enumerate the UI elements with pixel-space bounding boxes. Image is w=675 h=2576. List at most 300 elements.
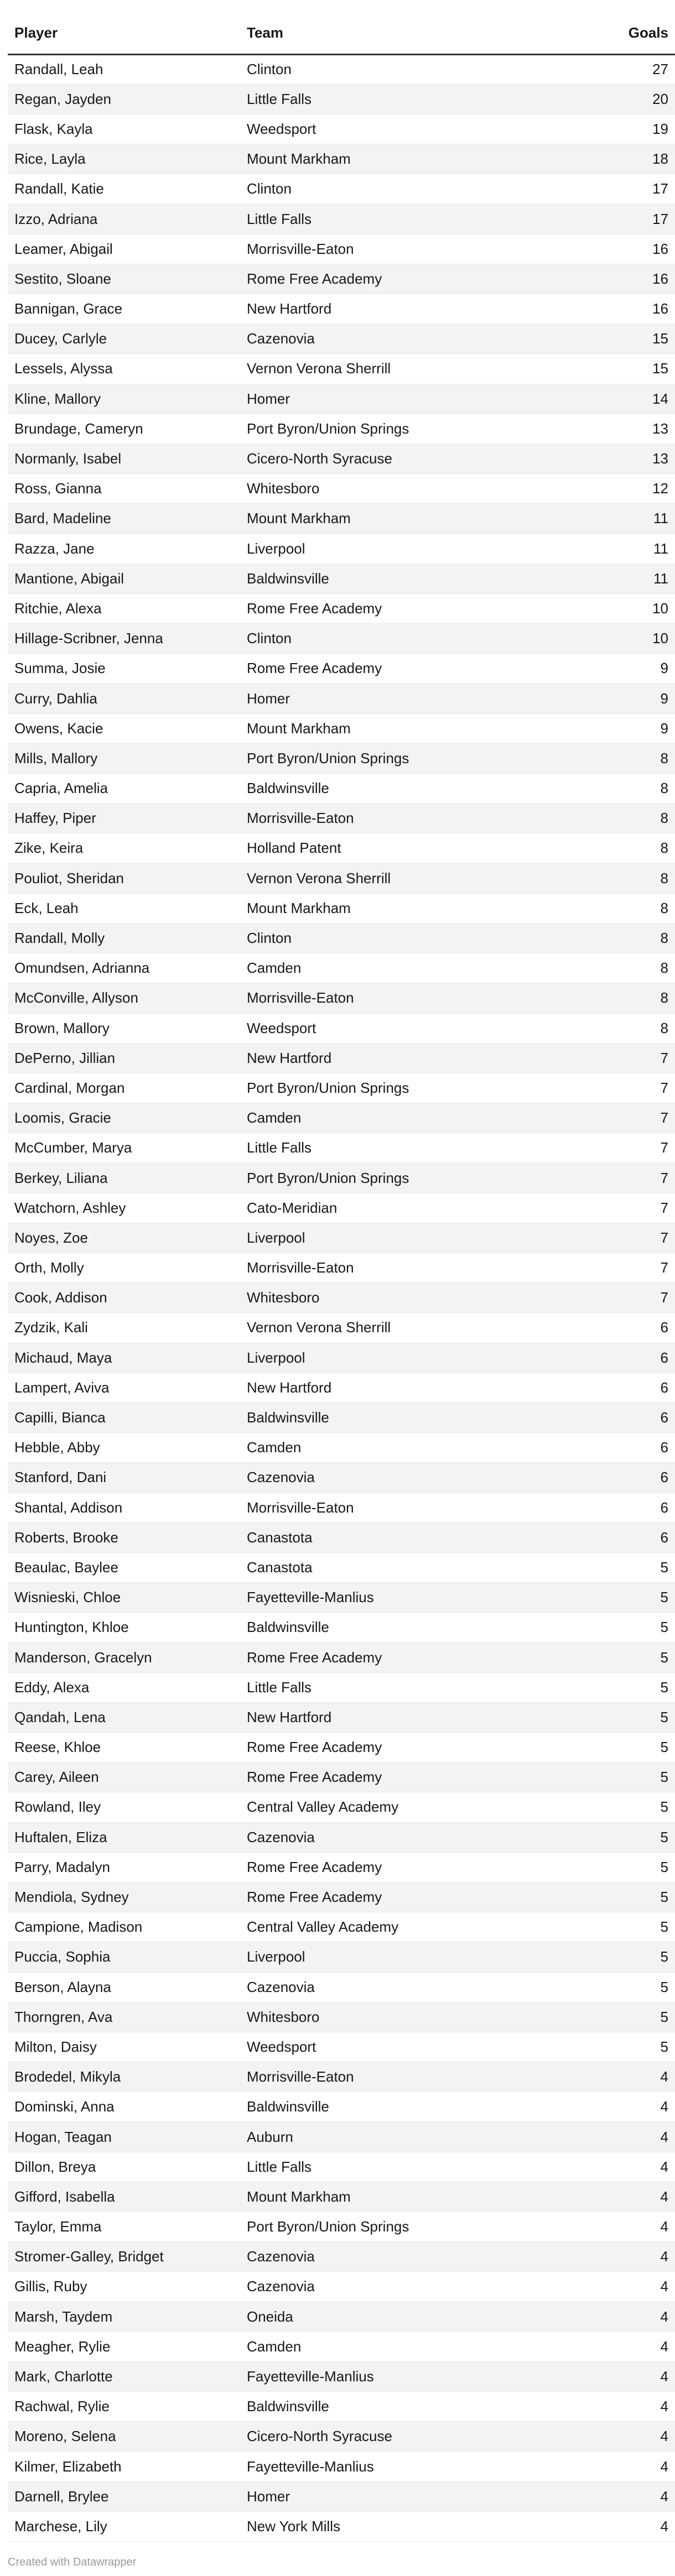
goals-cell: 11: [548, 564, 675, 593]
goals-cell: 4: [548, 2272, 675, 2302]
goals-cell: 8: [548, 893, 675, 923]
table-row: [8, 2242, 675, 2272]
team-cell: Cato-Meridian: [240, 1193, 548, 1223]
team-cell: Clinton: [240, 923, 548, 953]
player-cell: Curry, Dahlia: [8, 684, 240, 713]
player-cell: DePerno, Jillian: [8, 1043, 240, 1073]
player-cell: Randall, Leah: [8, 54, 240, 84]
header-row: [8, 12, 675, 54]
goals-cell: 4: [548, 2452, 675, 2481]
team-cell: Camden: [240, 953, 548, 983]
player-cell: Marsh, Taydem: [8, 2302, 240, 2332]
team-cell: Weedsport: [240, 1013, 548, 1043]
player-cell: Campione, Madison: [8, 1912, 240, 1942]
team-cell: Clinton: [240, 54, 548, 84]
team-cell: Baldwinsville: [240, 774, 548, 804]
column-header-goals[interactable]: Goals: [548, 12, 675, 54]
player-cell: McConville, Allyson: [8, 983, 240, 1013]
team-cell: Rome Free Academy: [240, 1762, 548, 1792]
player-cell: Moreno, Selena: [8, 2422, 240, 2452]
team-cell: Clinton: [240, 174, 548, 204]
team-cell: Port Byron/Union Springs: [240, 414, 548, 444]
goals-cell: 7: [548, 1253, 675, 1283]
player-cell: Wisnieski, Chloe: [8, 1583, 240, 1613]
goals-cell: 5: [548, 1762, 675, 1792]
team-cell: Rome Free Academy: [240, 654, 548, 684]
goals-cell: 5: [548, 1882, 675, 1912]
team-cell: Morrisville-Eaton: [240, 804, 548, 833]
team-cell: New Hartford: [240, 1043, 548, 1073]
player-cell: Huftalen, Eliza: [8, 1822, 240, 1852]
goals-cell: 8: [548, 743, 675, 773]
team-cell: Oneida: [240, 2302, 548, 2332]
goals-cell: 13: [548, 444, 675, 473]
goals-cell: 16: [548, 264, 675, 294]
player-cell: Bard, Madeline: [8, 504, 240, 534]
team-cell: Mount Markham: [240, 2182, 548, 2212]
player-cell: Ross, Gianna: [8, 474, 240, 504]
goals-cell: 14: [548, 384, 675, 414]
player-cell: Brundage, Cameryn: [8, 414, 240, 444]
goals-cell: 5: [548, 1942, 675, 1972]
player-cell: Beaulac, Baylee: [8, 1552, 240, 1582]
goals-cell: 8: [548, 923, 675, 953]
table-row: [8, 384, 675, 414]
goals-cell: 10: [548, 593, 675, 623]
player-cell: Thorngren, Ava: [8, 2002, 240, 2032]
player-cell: Rice, Layla: [8, 144, 240, 174]
team-cell: Whitesboro: [240, 2002, 548, 2032]
goals-cell: 5: [548, 1672, 675, 1702]
player-cell: Izzo, Adriana: [8, 204, 240, 234]
column-header-team[interactable]: Team: [240, 12, 548, 54]
goals-cell: 27: [548, 54, 675, 84]
goals-cell: 7: [548, 1193, 675, 1223]
table-row: [8, 354, 675, 384]
team-cell: Cazenovia: [240, 2272, 548, 2302]
goals-cell: 5: [548, 1792, 675, 1822]
team-cell: Canastota: [240, 1552, 548, 1582]
player-cell: Kline, Mallory: [8, 384, 240, 414]
team-cell: Homer: [240, 684, 548, 713]
team-cell: Vernon Verona Sherrill: [240, 354, 548, 384]
goals-cell: 20: [548, 84, 675, 114]
table-row: [8, 1223, 675, 1253]
player-cell: Berkey, Liliana: [8, 1163, 240, 1193]
player-cell: Taylor, Emma: [8, 2212, 240, 2242]
player-cell: Bannigan, Grace: [8, 294, 240, 324]
player-cell: Lampert, Aviva: [8, 1373, 240, 1402]
team-cell: Rome Free Academy: [240, 1733, 548, 1762]
table-row: [8, 414, 675, 444]
table-row: [8, 863, 675, 893]
goals-cell: 5: [548, 1613, 675, 1642]
goals-cell: 7: [548, 1283, 675, 1313]
table-row: [8, 684, 675, 713]
goals-cell: 4: [548, 2212, 675, 2242]
table-row: [8, 1733, 675, 1762]
table-row: [8, 2032, 675, 2062]
table-row: [8, 564, 675, 593]
table-row: [8, 234, 675, 264]
table-row: [8, 1313, 675, 1343]
player-cell: Randall, Molly: [8, 923, 240, 953]
table-row: [8, 983, 675, 1013]
goals-cell: 8: [548, 863, 675, 893]
team-cell: Morrisville-Eaton: [240, 234, 548, 264]
goals-cell: 7: [548, 1133, 675, 1163]
table-row: [8, 264, 675, 294]
team-cell: Port Byron/Union Springs: [240, 2212, 548, 2242]
team-cell: New Hartford: [240, 1702, 548, 1732]
player-cell: Zydzik, Kali: [8, 1313, 240, 1343]
team-cell: Rome Free Academy: [240, 1852, 548, 1882]
player-cell: Reese, Khloe: [8, 1733, 240, 1762]
player-cell: Noyes, Zoe: [8, 1223, 240, 1253]
player-cell: Capilli, Bianca: [8, 1402, 240, 1432]
player-cell: Leamer, Abigail: [8, 234, 240, 264]
table-row: [8, 1193, 675, 1223]
table-row: [8, 444, 675, 473]
team-cell: Little Falls: [240, 2152, 548, 2182]
table-row: [8, 2062, 675, 2092]
table-row: [8, 713, 675, 743]
team-cell: Little Falls: [240, 1133, 548, 1163]
goals-cell: 17: [548, 204, 675, 234]
table-row: [8, 593, 675, 623]
goals-cell: 4: [548, 2062, 675, 2092]
goals-cell: 11: [548, 534, 675, 564]
player-cell: Summa, Josie: [8, 654, 240, 684]
goals-cell: 8: [548, 983, 675, 1013]
team-cell: Morrisville-Eaton: [240, 1493, 548, 1522]
player-cell: Owens, Kacie: [8, 713, 240, 743]
goals-cell: 7: [548, 1163, 675, 1193]
team-cell: Mount Markham: [240, 144, 548, 174]
goals-cell: 6: [548, 1493, 675, 1522]
table-row: [8, 923, 675, 953]
team-cell: Baldwinsville: [240, 1613, 548, 1642]
table-row: [8, 2002, 675, 2032]
player-cell: Cardinal, Morgan: [8, 1073, 240, 1103]
goals-cell: 7: [548, 1223, 675, 1253]
table-row: [8, 654, 675, 684]
table-row: [8, 204, 675, 234]
goals-cell: 4: [548, 2092, 675, 2122]
player-cell: Gillis, Ruby: [8, 2272, 240, 2302]
team-cell: Mount Markham: [240, 893, 548, 923]
player-cell: Ritchie, Alexa: [8, 593, 240, 623]
player-cell: Darnell, Brylee: [8, 2481, 240, 2511]
player-cell: Manderson, Gracelyn: [8, 1642, 240, 1672]
team-cell: Rome Free Academy: [240, 1882, 548, 1912]
goals-cell: 18: [548, 144, 675, 174]
player-cell: Rachwal, Rylie: [8, 2392, 240, 2422]
table-row: [8, 534, 675, 564]
player-cell: Pouliot, Sheridan: [8, 863, 240, 893]
table-row: [8, 324, 675, 354]
table-row: [8, 1552, 675, 1582]
team-cell: Liverpool: [240, 534, 548, 564]
table-row: [8, 804, 675, 833]
table-row: [8, 144, 675, 174]
goals-cell: 5: [548, 1642, 675, 1672]
team-cell: Baldwinsville: [240, 564, 548, 593]
team-cell: Clinton: [240, 624, 548, 654]
team-cell: Weedsport: [240, 2032, 548, 2062]
table-row: [8, 1583, 675, 1613]
player-cell: Carey, Aileen: [8, 1762, 240, 1792]
team-cell: Vernon Verona Sherrill: [240, 1313, 548, 1343]
table-row: [8, 743, 675, 773]
player-cell: Marchese, Lily: [8, 2511, 240, 2541]
team-cell: Camden: [240, 2332, 548, 2361]
table-row: [8, 1433, 675, 1463]
table-row: [8, 1912, 675, 1942]
goals-cell: 6: [548, 1522, 675, 1552]
player-cell: Stanford, Dani: [8, 1463, 240, 1493]
goals-cell: 8: [548, 804, 675, 833]
team-cell: Fayetteville-Manlius: [240, 2452, 548, 2481]
goals-cell: 13: [548, 414, 675, 444]
player-cell: Dominski, Anna: [8, 2092, 240, 2122]
goals-cell: 6: [548, 1343, 675, 1373]
team-cell: New York Mills: [240, 2511, 548, 2541]
goals-cell: 4: [548, 2511, 675, 2541]
team-cell: Rome Free Academy: [240, 1642, 548, 1672]
table-row: [8, 174, 675, 204]
team-cell: Port Byron/Union Springs: [240, 1073, 548, 1103]
team-cell: Central Valley Academy: [240, 1912, 548, 1942]
team-cell: Baldwinsville: [240, 2092, 548, 2122]
table-container: [8, 12, 675, 2542]
player-cell: Meagher, Rylie: [8, 2332, 240, 2361]
goals-cell: 6: [548, 1373, 675, 1402]
team-cell: Whitesboro: [240, 1283, 548, 1313]
goals-cell: 6: [548, 1463, 675, 1493]
team-cell: Camden: [240, 1103, 548, 1133]
table-row: [8, 1613, 675, 1642]
team-cell: Canastota: [240, 1522, 548, 1552]
team-cell: New Hartford: [240, 1373, 548, 1402]
table-row: [8, 1642, 675, 1672]
table-row: [8, 2511, 675, 2541]
player-cell: Brodedel, Mikyla: [8, 2062, 240, 2092]
goals-cell: 5: [548, 2032, 675, 2062]
player-cell: Parry, Madalyn: [8, 1852, 240, 1882]
goals-cell: 5: [548, 2002, 675, 2032]
player-cell: Normanly, Isabel: [8, 444, 240, 473]
team-cell: Little Falls: [240, 84, 548, 114]
team-cell: Little Falls: [240, 1672, 548, 1702]
goals-cell: 6: [548, 1313, 675, 1343]
team-cell: Cicero-North Syracuse: [240, 444, 548, 473]
table-row: [8, 1253, 675, 1283]
player-cell: Berson, Alayna: [8, 1972, 240, 2002]
table-row: [8, 1493, 675, 1522]
player-cell: Mark, Charlotte: [8, 2361, 240, 2391]
table-row: [8, 2422, 675, 2452]
player-cell: Lessels, Alyssa: [8, 354, 240, 384]
goals-cell: 15: [548, 354, 675, 384]
player-cell: Omundsen, Adrianna: [8, 953, 240, 983]
table-row: [8, 774, 675, 804]
goals-cell: 8: [548, 1013, 675, 1043]
table-row: [8, 1283, 675, 1313]
goals-cell: 4: [548, 2392, 675, 2422]
table-row: [8, 1402, 675, 1432]
table-row: [8, 1882, 675, 1912]
goals-cell: 5: [548, 1912, 675, 1942]
team-cell: Homer: [240, 384, 548, 414]
player-cell: Eddy, Alexa: [8, 1672, 240, 1702]
player-cell: Ducey, Carlyle: [8, 324, 240, 354]
table-row: [8, 624, 675, 654]
player-cell: Milton, Daisy: [8, 2032, 240, 2062]
column-header-player[interactable]: Player: [8, 12, 240, 54]
table-row: [8, 1942, 675, 1972]
table-row: [8, 54, 675, 84]
table-row: [8, 833, 675, 863]
goals-cell: 8: [548, 833, 675, 863]
player-cell: Razza, Jane: [8, 534, 240, 564]
table-row: [8, 2361, 675, 2391]
team-cell: Camden: [240, 1433, 548, 1463]
table-row: [8, 1043, 675, 1073]
table-row: [8, 114, 675, 144]
team-cell: Morrisville-Eaton: [240, 983, 548, 1013]
player-cell: Randall, Katie: [8, 174, 240, 204]
table-row: [8, 1013, 675, 1043]
table-row: [8, 1672, 675, 1702]
table-row: [8, 1373, 675, 1402]
team-cell: Fayetteville-Manlius: [240, 1583, 548, 1613]
team-cell: Weedsport: [240, 114, 548, 144]
team-cell: New Hartford: [240, 294, 548, 324]
team-cell: Cicero-North Syracuse: [240, 2422, 548, 2452]
table-row: [8, 1822, 675, 1852]
goals-cell: 7: [548, 1043, 675, 1073]
table-row: [8, 1343, 675, 1373]
table-row: [8, 2212, 675, 2242]
player-cell: Stromer-Galley, Bridget: [8, 2242, 240, 2272]
team-cell: Liverpool: [240, 1223, 548, 1253]
player-cell: Haffey, Piper: [8, 804, 240, 833]
goals-cell: 4: [548, 2361, 675, 2391]
player-cell: Hillage-Scribner, Jenna: [8, 624, 240, 654]
table-row: [8, 2392, 675, 2422]
table-row: [8, 2332, 675, 2361]
player-cell: McCumber, Marya: [8, 1133, 240, 1163]
player-cell: Gifford, Isabella: [8, 2182, 240, 2212]
player-cell: Qandah, Lena: [8, 1702, 240, 1732]
player-cell: Hebble, Abby: [8, 1433, 240, 1463]
team-cell: Fayetteville-Manlius: [240, 2361, 548, 2391]
team-cell: Mount Markham: [240, 713, 548, 743]
table-row: [8, 2452, 675, 2481]
team-cell: Cazenovia: [240, 1972, 548, 2002]
goals-cell: 16: [548, 294, 675, 324]
goals-cell: 4: [548, 2242, 675, 2272]
table-row: [8, 1972, 675, 2002]
goals-cell: 4: [548, 2422, 675, 2452]
table-row: [8, 1073, 675, 1103]
goals-cell: 6: [548, 1433, 675, 1463]
table-row: [8, 1702, 675, 1732]
table-row: [8, 1463, 675, 1493]
team-cell: Whitesboro: [240, 474, 548, 504]
goals-cell: 7: [548, 1103, 675, 1133]
player-cell: Cook, Addison: [8, 1283, 240, 1313]
player-cell: Zike, Keira: [8, 833, 240, 863]
player-cell: Mills, Mallory: [8, 743, 240, 773]
goals-cell: 5: [548, 1822, 675, 1852]
player-cell: Hogan, Teagan: [8, 2122, 240, 2152]
goals-cell: 5: [548, 1583, 675, 1613]
player-cell: Capria, Amelia: [8, 774, 240, 804]
player-cell: Mantione, Abigail: [8, 564, 240, 593]
player-cell: Shantal, Addison: [8, 1493, 240, 1522]
goals-cell: 15: [548, 324, 675, 354]
goals-cell: 12: [548, 474, 675, 504]
team-cell: Little Falls: [240, 204, 548, 234]
goals-cell: 10: [548, 624, 675, 654]
table-row: [8, 84, 675, 114]
player-cell: Huntington, Khloe: [8, 1613, 240, 1642]
goals-cell: 8: [548, 953, 675, 983]
datawrapper-credit: Created with Datawrapper: [8, 2556, 137, 2568]
player-cell: Regan, Jayden: [8, 84, 240, 114]
goals-cell: 16: [548, 234, 675, 264]
team-cell: Cazenovia: [240, 1463, 548, 1493]
team-cell: Rome Free Academy: [240, 264, 548, 294]
player-cell: Loomis, Gracie: [8, 1103, 240, 1133]
table-row: [8, 1103, 675, 1133]
team-cell: Baldwinsville: [240, 2392, 548, 2422]
table-row: [8, 2272, 675, 2302]
player-cell: Sestito, Sloane: [8, 264, 240, 294]
player-cell: Watchorn, Ashley: [8, 1193, 240, 1223]
table-row: [8, 893, 675, 923]
player-cell: Mendiola, Sydney: [8, 1882, 240, 1912]
player-cell: Puccia, Sophia: [8, 1942, 240, 1972]
table-row: [8, 2152, 675, 2182]
team-cell: Auburn: [240, 2122, 548, 2152]
table-row: [8, 2092, 675, 2122]
team-cell: Cazenovia: [240, 2242, 548, 2272]
table-row: [8, 1852, 675, 1882]
goals-cell: 9: [548, 684, 675, 713]
goals-cell: 17: [548, 174, 675, 204]
player-cell: Michaud, Maya: [8, 1343, 240, 1373]
team-cell: Baldwinsville: [240, 1402, 548, 1432]
goals-cell: 5: [548, 1733, 675, 1762]
table-row: [8, 1522, 675, 1552]
goals-cell: 7: [548, 1073, 675, 1103]
team-cell: Morrisville-Eaton: [240, 1253, 548, 1283]
table-row: [8, 2302, 675, 2332]
goals-cell: 9: [548, 713, 675, 743]
team-cell: Holland Patent: [240, 833, 548, 863]
goals-cell: 4: [548, 2332, 675, 2361]
table-row: [8, 2481, 675, 2511]
team-cell: Liverpool: [240, 1343, 548, 1373]
goals-table: [8, 12, 675, 2542]
table-row: [8, 1762, 675, 1792]
goals-cell: 5: [548, 1702, 675, 1732]
goals-cell: 4: [548, 2122, 675, 2152]
table-body: [8, 54, 675, 2542]
